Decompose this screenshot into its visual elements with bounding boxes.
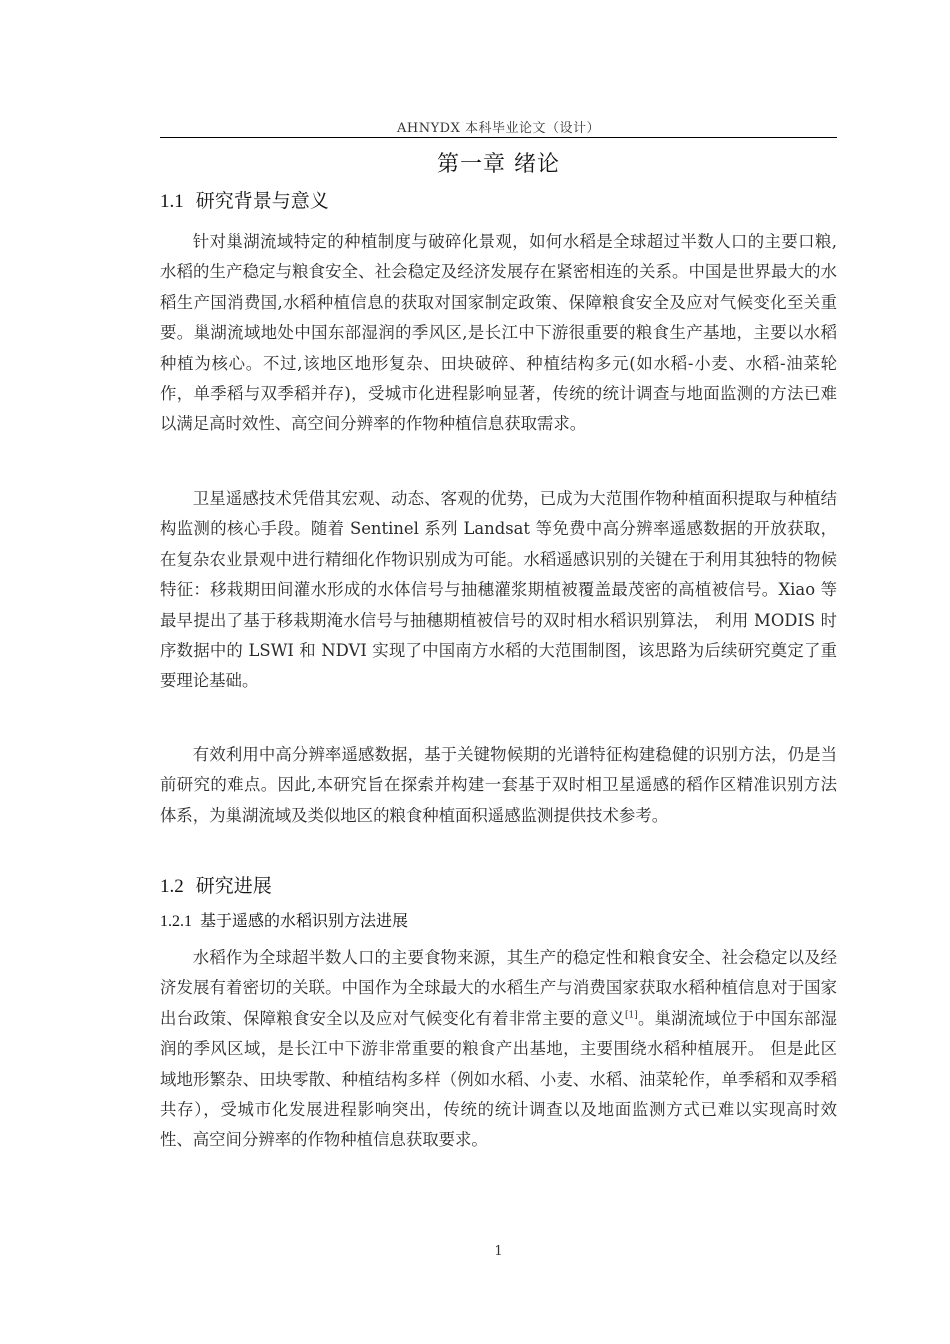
- section-title: 研究进展: [195, 875, 272, 897]
- paragraph-text: 水稻作为全球超半数人口的主要食物来源，其生产的稳定性和粮食安全、社会稳定以及经济发展有着密切的关联。中国作为全球最大的水稻生产与消费国家获取水稻种植信息对于国家出台政策、保障粮食安全以及应对气候变化有着非常主要的意义: [160, 948, 837, 1028]
- header-rule: [160, 137, 837, 138]
- section-title: 研究背景与意义: [195, 190, 329, 212]
- subsection-number: 1.2.1: [160, 913, 192, 930]
- section-number: 1.2: [160, 876, 184, 897]
- paragraph: [160, 943, 837, 1156]
- running-header: AHNYDX 本科毕业论文（设计）: [397, 121, 600, 136]
- paragraph: 卫星遥感技术凭借其宏观、动态、客观的优势，已成为大范围作物种植面积提取与种植结构监测的核心手段。随着 Sentinel 系列 Landsat 等免费中高分辨率遥感数据的开放获取，在复杂农业景观中进行精细化作物识别成为可能。水稻遥感识别的关键在于利用其独特的物候特征：移栽期田间灌水形成的水体信号与抽穗灌浆期植被覆盖最茂密的高植被信号。Xiao 等最早提出了基于移栽期淹水信号与抽穗期植被信号的双时相水稻识别算法， 利用 MODIS 时序数据中的 LSWI 和 NDVI 实现了中国南方水稻的大范围制图，该思路为后续研究奠定了重要理论基础。: [160, 489, 837, 691]
- subsection-title: 基于遥感的水稻识别方法进展: [200, 911, 409, 930]
- section-heading-1-1: [160, 186, 329, 213]
- page-number: 1: [494, 1244, 503, 1259]
- paragraph-text: 。巢湖流域位于中国东部湿润的季风区域，是长江中下游非常重要的粮食产出基地，主要围绕水稻种植展开。 但是此区域地形繁杂、田块零散、种植结构多样（例如水稻、小麦、水稻、油菜轮作，单季稻和双季稻共存），受城市化发展进程影响突出，传统的统计调查以及地面监测方式已难以实现高时效性、高空间分辨率的作物种植信息获取要求。: [160, 1008, 838, 1150]
- subsection-heading-1-2-1: [160, 908, 408, 931]
- chapter-title: 第一章 绪论: [437, 152, 560, 177]
- citation-ref[interactable]: [1]: [624, 1010, 638, 1021]
- paragraph: 有效利用中高分辨率遥感数据，基于关键物候期的光谱特征构建稳健的识别方法，仍是当前研究的难点。因此,本研究旨在探索并构建一套基于双时相卫星遥感的稻作区精准识别方法体系，为巢湖流域及类似地区的粮食种植面积遥感监测提供技术参考。: [160, 745, 837, 825]
- section-heading-1-2: [160, 871, 272, 898]
- paragraph: 针对巢湖流域特定的种植制度与破碎化景观，如何水稻是全球超过半数人口的主要口粮,水稻的生产稳定与粮食安全、社会稳定及经济发展存在紧密相连的关系。中国是世界最大的水稻生产国消费国,水稻种植信息的获取对国家制定政策、保障粮食安全及应对气候变化至关重要。巢湖流域地处中国东部湿润的季风区,是长江中下游很重要的粮食生产基地，主要以水稻种植为核心。不过,该地区地形复杂、田块破碎、种植结构多元(如水稻-小麦、水稻-油菜轮作，单季稻与双季稻并存)，受城市化进程影响显著，传统的统计调查与地面监测的方法已难以满足高时效性、高空间分辨率的作物种植信息获取需求。: [160, 232, 837, 434]
- section-number: 1.1: [160, 191, 184, 212]
